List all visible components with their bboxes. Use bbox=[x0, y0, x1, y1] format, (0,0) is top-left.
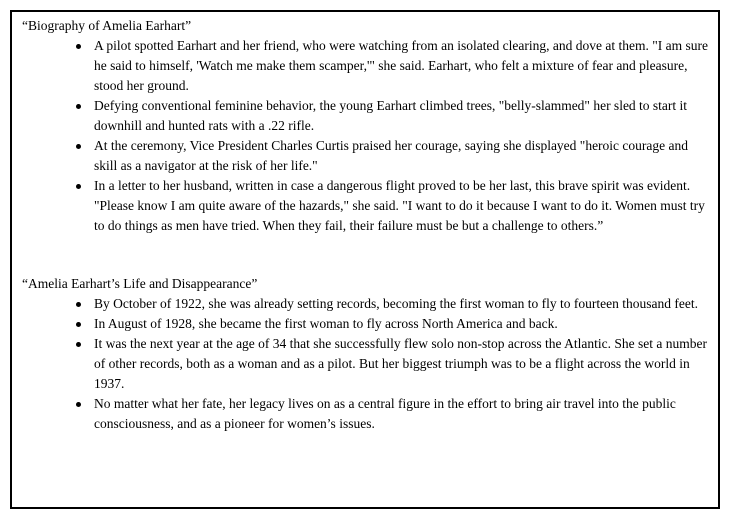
bullet-icon bbox=[76, 184, 81, 189]
list-item bbox=[22, 176, 712, 236]
bullet-icon bbox=[76, 104, 81, 109]
list-item-text: No matter what her fate, her legacy lives on as a central figure in the effort to bring air travel into the public consciousness, and as a pioneer for women’s issues. bbox=[94, 396, 676, 431]
list-item bbox=[22, 394, 712, 434]
list-item bbox=[22, 314, 712, 334]
section-title: “Amelia Earhart’s Life and Disappearance” bbox=[22, 276, 258, 291]
list-item-text: In a letter to her husband, written in case a dangerous flight proved to be her last, this brave spirit was evident. "Please know I am quite aware of the hazards," she said. "I want to do it because I want to do it. Women must try to do things as men have tried. When they fail, their failure must be but a challenge to others.” bbox=[94, 178, 705, 233]
section-life-and-disappearance bbox=[22, 274, 712, 434]
list-item-text: Defying conventional feminine behavior, the young Earhart climbed trees, "belly-slammed" her sled to start it downhill and hunted rats with a .22 rifle. bbox=[94, 98, 688, 133]
list-item-text: At the ceremony, Vice President Charles Curtis praised her courage, saying she displayed "heroic courage and skill as a navigator at the risk of her life." bbox=[94, 138, 689, 173]
list-item bbox=[22, 136, 712, 176]
bullet-icon bbox=[76, 44, 81, 49]
section-biography bbox=[22, 16, 712, 236]
bullet-list bbox=[22, 36, 712, 236]
section-title: “Biography of Amelia Earhart” bbox=[22, 18, 192, 33]
list-item bbox=[22, 334, 712, 394]
bullet-icon bbox=[76, 402, 81, 407]
list-item bbox=[22, 294, 712, 314]
list-item-text: It was the next year at the age of 34 that she successfully flew solo non-stop across the Atlantic. She set a number of other records, both as a woman and as a pilot. But her biggest triumph was to be a flight across the world in 1937. bbox=[94, 336, 707, 391]
list-item bbox=[22, 96, 712, 136]
list-item bbox=[22, 36, 712, 96]
bullet-icon bbox=[76, 342, 81, 347]
document-frame bbox=[10, 10, 720, 509]
bullet-icon bbox=[76, 302, 81, 307]
bullet-icon bbox=[76, 322, 81, 327]
list-item-text: By October of 1922, she was already setting records, becoming the first woman to fly to fourteen thousand feet. bbox=[94, 296, 698, 311]
bullet-list bbox=[22, 294, 712, 434]
list-item-text: In August of 1928, she became the first woman to fly across North America and back. bbox=[94, 316, 558, 331]
list-item-text: A pilot spotted Earhart and her friend, who were watching from an isolated clearing, and dove at them. "I am sure he said to himself, 'Watch me make them scamper,'" she said. Earhart, who felt a mixture of fear and pleasure, stood her ground. bbox=[94, 38, 708, 93]
bullet-icon bbox=[76, 144, 81, 149]
